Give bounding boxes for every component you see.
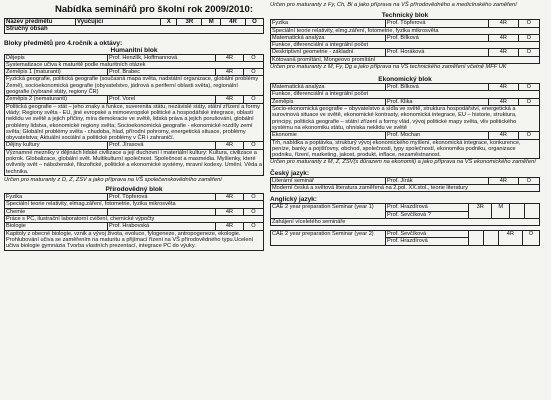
block-ekonomicky: Ekonomický blok (378, 76, 432, 84)
subject-o: O (243, 54, 263, 61)
note-humanitni: Určen pro maturanty z D, Z, ZSV a jako příprava na VŠ společenskovědního zaměření (4, 176, 222, 183)
subject-desc: Práce s PC, ilustrační laboratorní cvičení, chemické výpočty (5, 216, 264, 223)
subject-teacher (108, 208, 216, 215)
block-technicky: Technický blok (381, 12, 429, 20)
subject-name: Zeměpis (271, 98, 386, 105)
subject-teacher: Prof. Töpferová (108, 194, 216, 201)
subject-teacher: Prof. Mochan (386, 132, 489, 139)
left-column (0, 18, 268, 251)
subject-desc: Speciální teorie relativity, elmag.záření, fotometrie, fyzika mikrosvěta (5, 201, 264, 208)
header-3r: 3R (177, 19, 202, 26)
note-ekonomicky: Určen pro maturanty z M, Z, ZSV(s důrazem na ekonomii) a jako příprava na VŠ ekonomického zaměření (270, 159, 536, 166)
subject-4r: 4R (216, 208, 244, 215)
block-humanitni: Humanitní blok (110, 46, 158, 54)
subject-4r: 4R (489, 98, 519, 105)
subject-o: O (243, 194, 263, 201)
subject-teacher: Prof. Ševčíková (386, 231, 469, 238)
subject-o: O (518, 98, 539, 105)
subject-teacher: Prof. Hrazdírová (386, 204, 469, 211)
subject-desc: Trh, nabídka a poptávka, strukturý vývoj ekonomického myšlení, ekonomická integrace, konkurence, peníze, banky a pojišťovny, obchod, společnosti, typy společností, ekonomika podniku, organizace podniku, řízení, marketing, jakost, produkt, inflace, nezaměstnanost. (271, 139, 540, 159)
subject-o: O (243, 96, 263, 103)
anglicky-table-2 (270, 230, 540, 246)
technicky-table (270, 19, 540, 64)
ekonomicky-table (270, 83, 540, 159)
subject-name: Literární seminář (271, 177, 386, 184)
empty-cell (525, 204, 540, 219)
subject-4r: 4R (499, 231, 523, 246)
empty-cell (469, 231, 484, 246)
subject-desc: Speciální teorie relativity, elmg.záření, fotometrie, fyzika mikrosvěta (271, 27, 540, 34)
subject-teacher: Prof. Jírák (386, 177, 489, 184)
subject-teacher: Prof. Brabec (108, 69, 216, 76)
subject-4r: 4R (216, 194, 244, 201)
subject-4r: 4R (489, 49, 519, 56)
anglicky-table-1 (270, 203, 540, 226)
subject-4r: 4R (216, 54, 244, 61)
subject-desc: Významné mezníky v dějinách lidské civilizace a její duchovní i materiální kultury: Kultura, civilizace a pokrok. Globalizace, globální svět. Multikulturní společnost. Společnost a masmédia. Myšlenky, které ovlivnily svět – náboženské, filozofické, politické a ekonomické systémy, mravní kodexy. Umění. Věda a technika. (6, 149, 262, 175)
subject-teacher: Prof. Vorel (108, 96, 216, 103)
subject-desc: Funkce, diferenciální a integrální počet (271, 42, 540, 49)
header-teacher: Vyučující (76, 19, 161, 26)
subject-4r: 4R (489, 84, 519, 91)
subject-4r: 4R (489, 177, 519, 184)
subject-teacher: Prof. Ševčíková ? (386, 211, 469, 218)
subject-name: Dějiny kultury (5, 142, 108, 149)
note-prirodo: Určen pro maturanty z Fy, Ch, Bi a jako příprava na VŠ přírodovědného a medicínského zaměření (270, 2, 517, 8)
subject-desc: Kapitoly z obecné biologie, vznik a vývoj života, evoluce, fylogeneze, antropogeneze, ekologie. Prohlubování učiva se zaměřením na maturitu a přijímací řízení na VŠ přírodovědného typu.Ucelení učiva biologie gymnázia Tvorba vlastních prezentací, integrace PC do výuky. (5, 230, 264, 250)
subject-name: Deskriptivní geometrie - základní (271, 49, 386, 56)
prirodo-table (4, 193, 264, 250)
subject-name: Zeměpis 1 (maturanti) (5, 69, 108, 76)
subject-name: Biologie (5, 223, 108, 230)
subject-teacher: Prof. Bílková (386, 34, 489, 41)
subject-4r: 4R (489, 20, 519, 27)
subject-name: CAE 2 year preparation Seminar (year 1) (271, 204, 386, 219)
subject-teacher: Prof. Bílková (386, 84, 489, 91)
subject-desc: Kótovaná promítání, Mongeovo promítání (271, 56, 540, 63)
empty-cell (510, 204, 525, 219)
subject-o: O (243, 142, 263, 149)
subject-o: O (243, 208, 263, 215)
subject-m: M (492, 204, 510, 219)
subject-4r: 4R (216, 142, 244, 149)
block-prirodovedny: Přírodovědný blok (105, 186, 163, 194)
subject-teacher: Prof. Klika (386, 98, 489, 105)
subject-teacher: Prof. Horáková (386, 49, 489, 56)
header-o: O (246, 19, 264, 26)
page-title: Nabídka seminářů pro školní rok 2009/2010: (55, 4, 254, 15)
section-anglicky: Anglický jazyk: (270, 196, 317, 204)
subject-name: Dějepis (5, 54, 108, 61)
header-m: M (202, 19, 221, 26)
subject-4r: 4R (216, 69, 244, 76)
subject-teacher: Prof. Hrabovská (108, 223, 216, 230)
subject-teacher: Prof. Hrazdírová (386, 238, 469, 245)
subject-teacher: Prof. Töpferová (386, 20, 489, 27)
subject-name: Fyzika (271, 20, 386, 27)
subject-o: O (518, 177, 539, 184)
subject-name: Matematická analýza (271, 34, 386, 41)
subject-desc: Politická geografie – stát – jeho znaky a funkce, suverenita státu, nezávislé státy, státní zřízení a formy vlády; Regiony světa - EU, jiné evropské a mimoevropské politické a hospodářské integrace, oblasti neklidu ve světě a jejich příčiny, míra demokracie ve světě, lidská práva a jejich porušování, globální problémy lidstva, ekonomické regiony světa; Socioekonomická geografie - ekonomické rozdíly zemí světa; Globální problémy světa - chudoba, hlad, přírodní pohromy, energetická situace, problémy obyvatelstva; Aktuální sociální a politické problémy v ČR i zahraničí. (5, 103, 264, 142)
subject-o: O (243, 223, 263, 230)
subject-desc: Funkce, diferenciální a integrální počet (271, 91, 540, 98)
subject-name: Zeměpis 2 (nematuranti) (5, 96, 108, 103)
subject-desc: Moderní česká a světová literatura zaměřená na 2.pol. XX.stol., teorie literatury (271, 184, 540, 191)
blocks-intro: Bloky předmětů pro 4.ročník a oktávy: (4, 39, 123, 47)
header-4r: 4R (221, 19, 246, 26)
header-table (4, 18, 264, 34)
cesky-table (270, 177, 540, 193)
subject-4r: 4R (489, 34, 519, 41)
section-cesky: Český jazyk: (270, 169, 310, 177)
subject-o: O (522, 231, 539, 246)
subject-3r: 3R (469, 204, 492, 219)
subject-o: O (518, 20, 539, 27)
header-x: X (161, 19, 177, 26)
humanitni-table (4, 54, 264, 176)
subject-name: Ekonomie (271, 132, 386, 139)
subject-o: O (518, 132, 539, 139)
subject-4r: 4R (216, 96, 244, 103)
subject-name: CAE 2 year preparation Seminar (year 2) (271, 231, 386, 246)
header-name: Název předmětu (5, 19, 76, 26)
right-column (270, 2, 551, 246)
subject-o: O (518, 34, 539, 41)
subject-name: Chemie (5, 208, 108, 215)
subject-4r: 4R (489, 132, 519, 139)
subject-4r: 4R (216, 223, 244, 230)
subject-teacher: Prof. Henzlík, Hoffmannová (108, 54, 216, 61)
subject-desc: Fyzická geografie, politická geografie (současná mapa světa, nadstátní organizace, globální problémy Země), socioekonomická geografie (obyvatelstvo, jádrová a periferní oblasti světa), regionální geografie (vybrané státy, regiony ČR) (5, 76, 264, 96)
subject-name: Fyzika (5, 194, 108, 201)
note-technicky: Určen pro maturanty z M, Fy, Dg a jako příprava na VŠ technického zaměření včetně MFF UK (270, 63, 507, 70)
header-content: Stručný obsah (5, 26, 264, 33)
empty-cell (484, 231, 499, 246)
subject-desc: Systematizace učiva k maturitě podle maturitních otázek (5, 61, 264, 68)
subject-o: O (518, 49, 539, 56)
subject-name: Matematická analýza (271, 84, 386, 91)
subject-desc: Zahájení víceletého semináře (271, 218, 540, 225)
subject-o: O (243, 69, 263, 76)
subject-o: O (518, 84, 539, 91)
subject-teacher: Prof. Jírasová (108, 142, 216, 149)
subject-desc: Socio-ekonomická geografie – obyvatelstvo a sídla ve světě, struktura hospodářství, energetická a surovinová situace ve světě, ekonomické kontrasty, ekonomická integrace, EU – historie, struktura, principy, politická geografie – státní zřízení a formy vlád, vývoj politické mapy světa, vliv politického systému na ekonomiku státu, ohniska neklidu ve světě (271, 106, 540, 132)
